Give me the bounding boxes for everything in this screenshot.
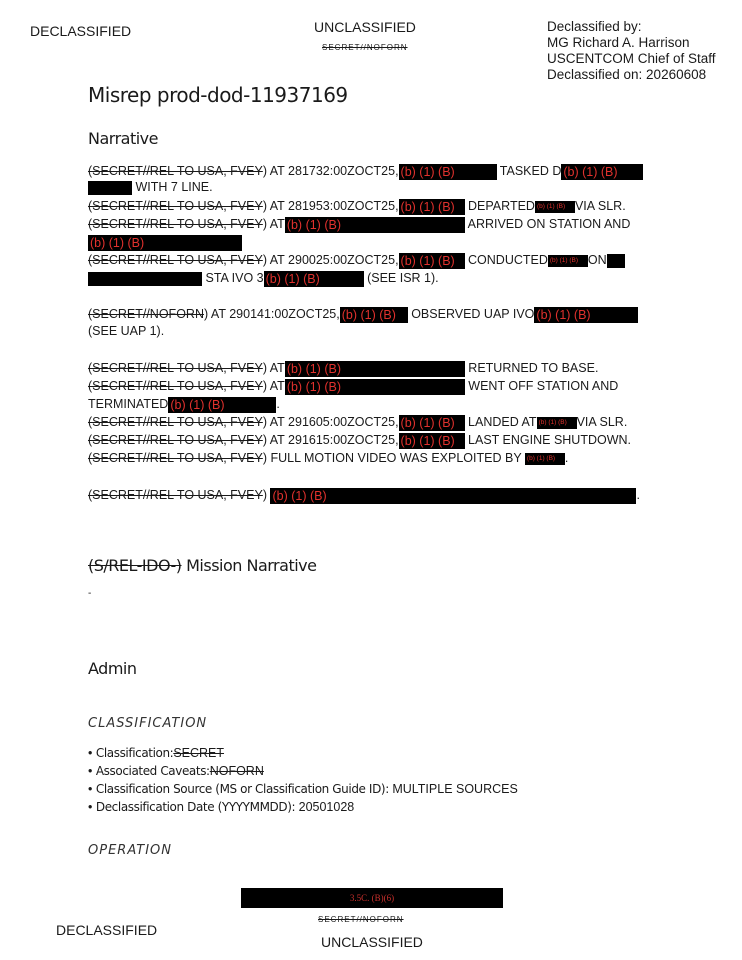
narrative-line: (SECRET//REL TO USA, FVEY) AT (b) (1) (B) ARRIVED ON STATION AND — [88, 217, 631, 232]
redaction: (b) (1) (B) — [537, 417, 577, 429]
redaction: (b) (1) (B) — [525, 453, 565, 465]
narrative-line: (SECRET//REL TO USA, FVEY) AT 281732:00ZOCT25, (b) (1) (B) TASKED D (b) (1) (B) — [88, 162, 643, 180]
declassification-block — [547, 19, 716, 83]
narrative-line: (SECRET//REL TO USA, FVEY) AT 290025:00ZOCT25, (b) (1) (B) CONDUCTED (b) (1) (B) ON — [88, 251, 625, 269]
redaction: (b) (1) (B) — [285, 361, 465, 377]
narrative-line: (SECRET//REL TO USA, FVEY) AT (b) (1) (B) WENT OFF STATION AND — [88, 379, 619, 394]
narrative-line: (SECRET//REL TO USA, FVEY) (b) (1) (B) . — [88, 488, 640, 503]
classification-mark: (S/REL-IDO-) — [88, 556, 182, 575]
narrative-line: (SECRET//REL TO USA, FVEY) AT 291615:00ZOCT25, (b) (1) (B) LAST ENGINE SHUTDOWN. — [88, 433, 632, 448]
list-item: • Classification Source (MS or Classification Guide ID): MULTIPLE SOURCES — [88, 780, 518, 798]
admin-heading: Admin — [88, 659, 137, 678]
redaction: (b) (1) (B) — [399, 164, 497, 180]
redaction: (b) (1) (B) — [270, 488, 636, 504]
declassifier-title: USCENTCOM Chief of Staff — [547, 51, 716, 66]
declassified-by-label: Declassified by: — [547, 19, 642, 34]
classification-list — [88, 744, 518, 816]
footer-redaction: 3.5C. (B)(6) — [241, 888, 503, 908]
declassified-marking: DECLASSIFIED — [56, 922, 158, 938]
document-title: Misrep prod-dod-11937169 — [88, 83, 348, 107]
redaction: (b) (1) (B) — [548, 255, 588, 267]
redaction: (b) (1) (B) — [399, 415, 465, 431]
redaction-block — [88, 272, 202, 286]
classification-mark: (SECRET//REL TO USA, FVEY — [88, 164, 263, 178]
mission-narrative-heading: (S/REL-IDO-) Mission Narrative — [88, 556, 317, 575]
narrative-line: TERMINATED (b) (1) (B) . — [88, 397, 280, 412]
mission-narrative-body: - — [88, 588, 92, 599]
redaction: (b) (1) (B) — [285, 379, 465, 395]
list-item: • Declassification Date (YYYYMMDD): 20501028 — [88, 798, 518, 816]
narrative-line: (SECRET//REL TO USA, FVEY) AT (b) (1) (B) RETURNED TO BASE. — [88, 361, 599, 376]
classification-strikeout: SECRET//NOFORN — [322, 43, 408, 52]
classification-subheading: CLASSIFICATION — [88, 716, 208, 731]
redaction: (b) (1) (B) — [561, 164, 643, 180]
narrative-line: (SECRET//REL TO USA, FVEY) AT 291605:00ZOCT25, (b) (1) (B) LANDED AT (b) (1) (B) VIA SLR. — [88, 415, 628, 430]
declassifier-name: MG Richard A. Harrison — [547, 35, 690, 50]
redaction: (b) (1) (B) — [399, 433, 465, 449]
classification-strikeout: SECRET//NOFORN — [318, 915, 404, 924]
redaction-block — [607, 254, 625, 268]
redaction: (b) (1) (B) — [535, 201, 575, 213]
declassified-marking: DECLASSIFIED — [30, 23, 132, 39]
redaction-block — [88, 181, 132, 195]
narrative-line: (SECRET//REL TO USA, FVEY) FULL MOTION VIDEO WAS EXPLOITED BY (b) (1) (B) . — [88, 451, 569, 465]
redaction: (b) (1) (B) — [340, 307, 408, 323]
unclassified-marking: UNCLASSIFIED — [314, 19, 416, 35]
redaction: (b) (1) (B) — [399, 253, 465, 269]
operation-subheading: OPERATION — [88, 843, 172, 858]
narrative-heading: Narrative — [88, 129, 158, 148]
narrative-line: (SEE UAP 1). — [88, 324, 165, 338]
redaction: (b) (1) (B) — [168, 397, 276, 413]
redaction: (b) (1) (B) — [534, 307, 638, 323]
narrative-line — [88, 233, 242, 251]
redaction: (b) (1) (B) — [399, 199, 465, 215]
declassification-date: Declassified on: 20260608 — [547, 67, 707, 82]
redaction: (b) (1) (B) — [264, 271, 364, 287]
narrative-line: STA IVO 3 (b) (1) (B) (SEE ISR 1). — [88, 269, 439, 287]
redaction: (b) (1) (B) — [285, 217, 465, 233]
narrative-line: WITH 7 LINE. — [88, 178, 213, 196]
redaction: (b) (1) (B) — [88, 235, 242, 251]
list-item: • Classification:SECRET — [88, 744, 518, 762]
list-item: • Associated Caveats:NOFORN — [88, 762, 518, 780]
narrative-line: (SECRET//NOFORN) AT 290141:00ZOCT25, (b) (1) (B) OBSERVED UAP IVO (b) (1) (B) — [88, 305, 638, 323]
unclassified-marking: UNCLASSIFIED — [321, 934, 423, 950]
narrative-line: (SECRET//REL TO USA, FVEY) AT 281953:00ZOCT25, (b) (1) (B) DEPARTED (b) (1) (B) VIA SLR. — [88, 199, 626, 214]
